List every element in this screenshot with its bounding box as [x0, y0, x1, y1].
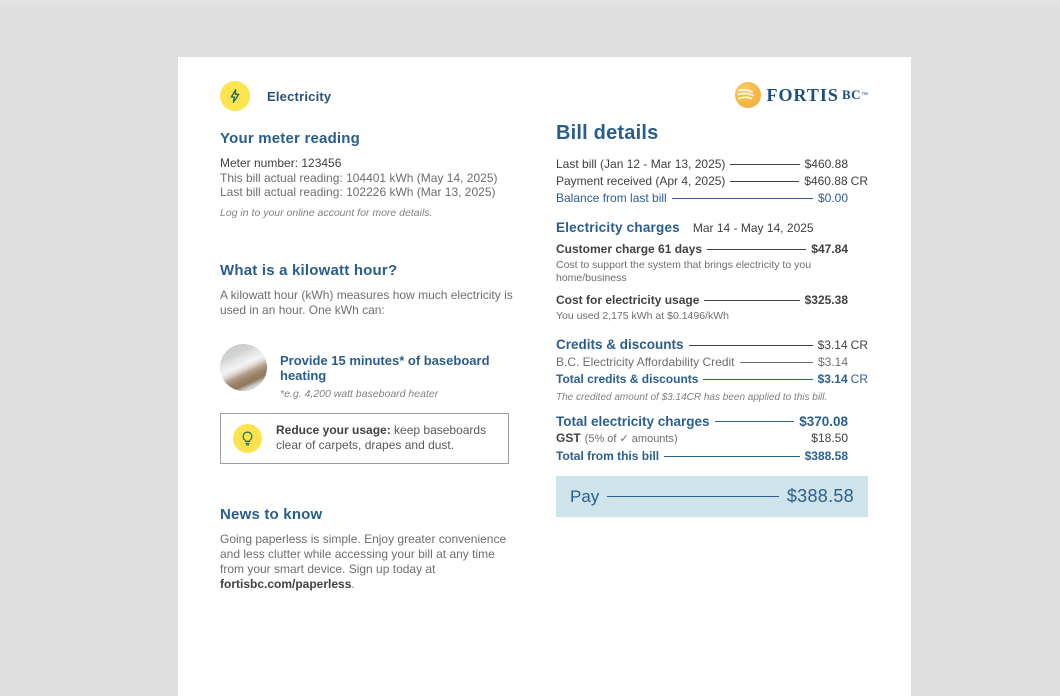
right-column: [556, 82, 868, 517]
payment-received-label: Payment received (Apr 4, 2025): [556, 174, 726, 188]
last-bill-amount: $460.88: [804, 157, 848, 171]
gst-row: [556, 430, 868, 448]
leader-line: [740, 362, 813, 363]
news-body-text: Going paperless is simple. Enjoy greater convenience and less clutter while accessing your bill at any time from your smart device. Sign up today at: [220, 531, 507, 576]
baseboard-example: [220, 344, 522, 400]
leader-line: [730, 164, 799, 165]
leader-line: [689, 345, 813, 346]
bill-details-title: Bill details: [556, 122, 659, 144]
meter-reading-section: [220, 130, 522, 219]
customer-charge-amount: $47.84: [811, 242, 848, 256]
total-from-bill-row: [556, 448, 868, 465]
paperless-url: fortisbc.com/paperless: [220, 576, 352, 591]
total-electricity-row: [556, 413, 868, 430]
total-electricity-label: Total electricity charges: [556, 414, 710, 429]
last-bill-reading: Last bill actual reading: 102226 kWh (Mar 13, 2025): [220, 185, 496, 199]
gst-label: GST: [556, 431, 581, 445]
last-bill-row: [556, 156, 868, 173]
leader-line: [730, 181, 799, 182]
balance-amount: $0.00: [817, 191, 848, 205]
pay-amount: $388.58: [786, 486, 854, 506]
affordability-credit-row: [556, 354, 868, 371]
this-bill-reading: This bill actual reading: 104401 kWh (May 14, 2025): [220, 170, 498, 185]
credit-suffix: CR: [850, 372, 868, 386]
total-credits-amount: $3.14: [817, 372, 848, 386]
kilowatt-hour-heading: What is a kilowatt hour?: [220, 261, 398, 279]
last-bill-label: Last bill (Jan 12 - Mar 13, 2025): [556, 157, 726, 171]
meter-number: Meter number: 123456: [220, 156, 342, 170]
usage-tip-rest: keep baseboards clear of carpets, drapes and dust.: [276, 422, 487, 452]
leader-line: [703, 379, 812, 380]
leader-line: [715, 421, 795, 422]
baseboard-example-note: *e.g. 4,200 watt baseboard heater: [280, 387, 439, 400]
electricity-charges-heading: Electricity charges: [556, 220, 680, 235]
news-section: [220, 506, 522, 592]
total-from-bill-label: Total from this bill: [556, 449, 660, 463]
gst-detail: (5% of ✓ amounts): [584, 433, 678, 445]
total-credits-row: [556, 371, 868, 388]
gst-amount: $18.50: [811, 431, 848, 445]
lightning-icon: [220, 81, 250, 111]
affordability-credit-label: B.C. Electricity Affordability Credit: [556, 355, 735, 369]
usage-tip-bold: Reduce your usage:: [276, 422, 391, 437]
pay-amount-box: [556, 476, 868, 517]
usage-tip-text: [276, 423, 496, 454]
balance-row: [556, 190, 868, 207]
usage-cost-label: Cost for electricity usage: [556, 293, 700, 307]
credits-heading-row: [556, 336, 868, 354]
fortisbc-logo: [556, 82, 868, 108]
bill-document-page: [178, 57, 911, 696]
total-electricity-amount: $370.08: [799, 414, 848, 429]
kilowatt-hour-body: A kilowatt hour (kWh) measures how much electricity is used in an hour. One kWh can:: [220, 287, 513, 317]
customer-charge-row: [556, 241, 868, 258]
payment-received-amount: $460.88: [804, 174, 848, 188]
billing-period: Mar 14 - May 14, 2025: [692, 221, 814, 235]
leader-line: [704, 300, 799, 301]
leader-line: [707, 249, 806, 250]
fortisbc-logo-icon: [735, 82, 761, 108]
credits-heading-amount: $3.14: [817, 338, 848, 352]
lightbulb-icon: [233, 424, 262, 453]
fortisbc-logo-wordmark: FORTIS: [766, 85, 839, 105]
usage-cost-note: You used 2,175 kWh at $0.1496/kWh: [556, 310, 729, 322]
usage-tip-box: [220, 413, 509, 464]
credits-heading: Credits & discounts: [556, 337, 684, 352]
usage-cost-amount: $325.38: [804, 293, 848, 307]
baseboard-example-title: Provide 15 minutes* of baseboard heating: [280, 352, 490, 383]
electricity-badge-label: Electricity: [267, 88, 332, 104]
baseboard-heater-photo: [220, 344, 267, 391]
usage-cost-row: [556, 292, 868, 309]
electricity-badge: [220, 81, 522, 111]
fortisbc-logo-bc: BC: [841, 87, 861, 102]
leader-line: [664, 456, 800, 457]
total-credits-label: Total credits & discounts: [556, 372, 699, 386]
meter-login-note: Log in to your online account for more details.: [220, 206, 433, 219]
balance-label: Balance from last bill: [556, 191, 667, 205]
kilowatt-hour-section: [220, 262, 522, 464]
payment-received-row: [556, 173, 868, 190]
meter-reading-heading: Your meter reading: [220, 130, 361, 147]
credit-suffix: CR: [850, 338, 868, 352]
news-body-period: .: [351, 576, 355, 591]
pay-label: Pay: [570, 487, 600, 506]
leader-line: [607, 496, 779, 497]
trademark-symbol: ™: [861, 91, 868, 99]
credits-applied-note: The credited amount of $3.14CR has been applied to this bill.: [556, 392, 828, 403]
left-column: [220, 81, 522, 592]
customer-charge-note: Cost to support the system that brings electricity to you home/business: [556, 259, 812, 284]
electricity-charges-heading-row: [556, 220, 868, 235]
leader-line: [672, 198, 813, 199]
baseboard-example-text: [280, 344, 522, 400]
customer-charge-label: Customer charge 61 days: [556, 242, 703, 256]
news-body: [220, 532, 522, 592]
affordability-credit-amount: $3.14: [817, 355, 848, 369]
news-heading: News to know: [220, 505, 323, 523]
credit-suffix: CR: [850, 174, 868, 188]
total-from-bill-amount: $388.58: [804, 449, 848, 463]
